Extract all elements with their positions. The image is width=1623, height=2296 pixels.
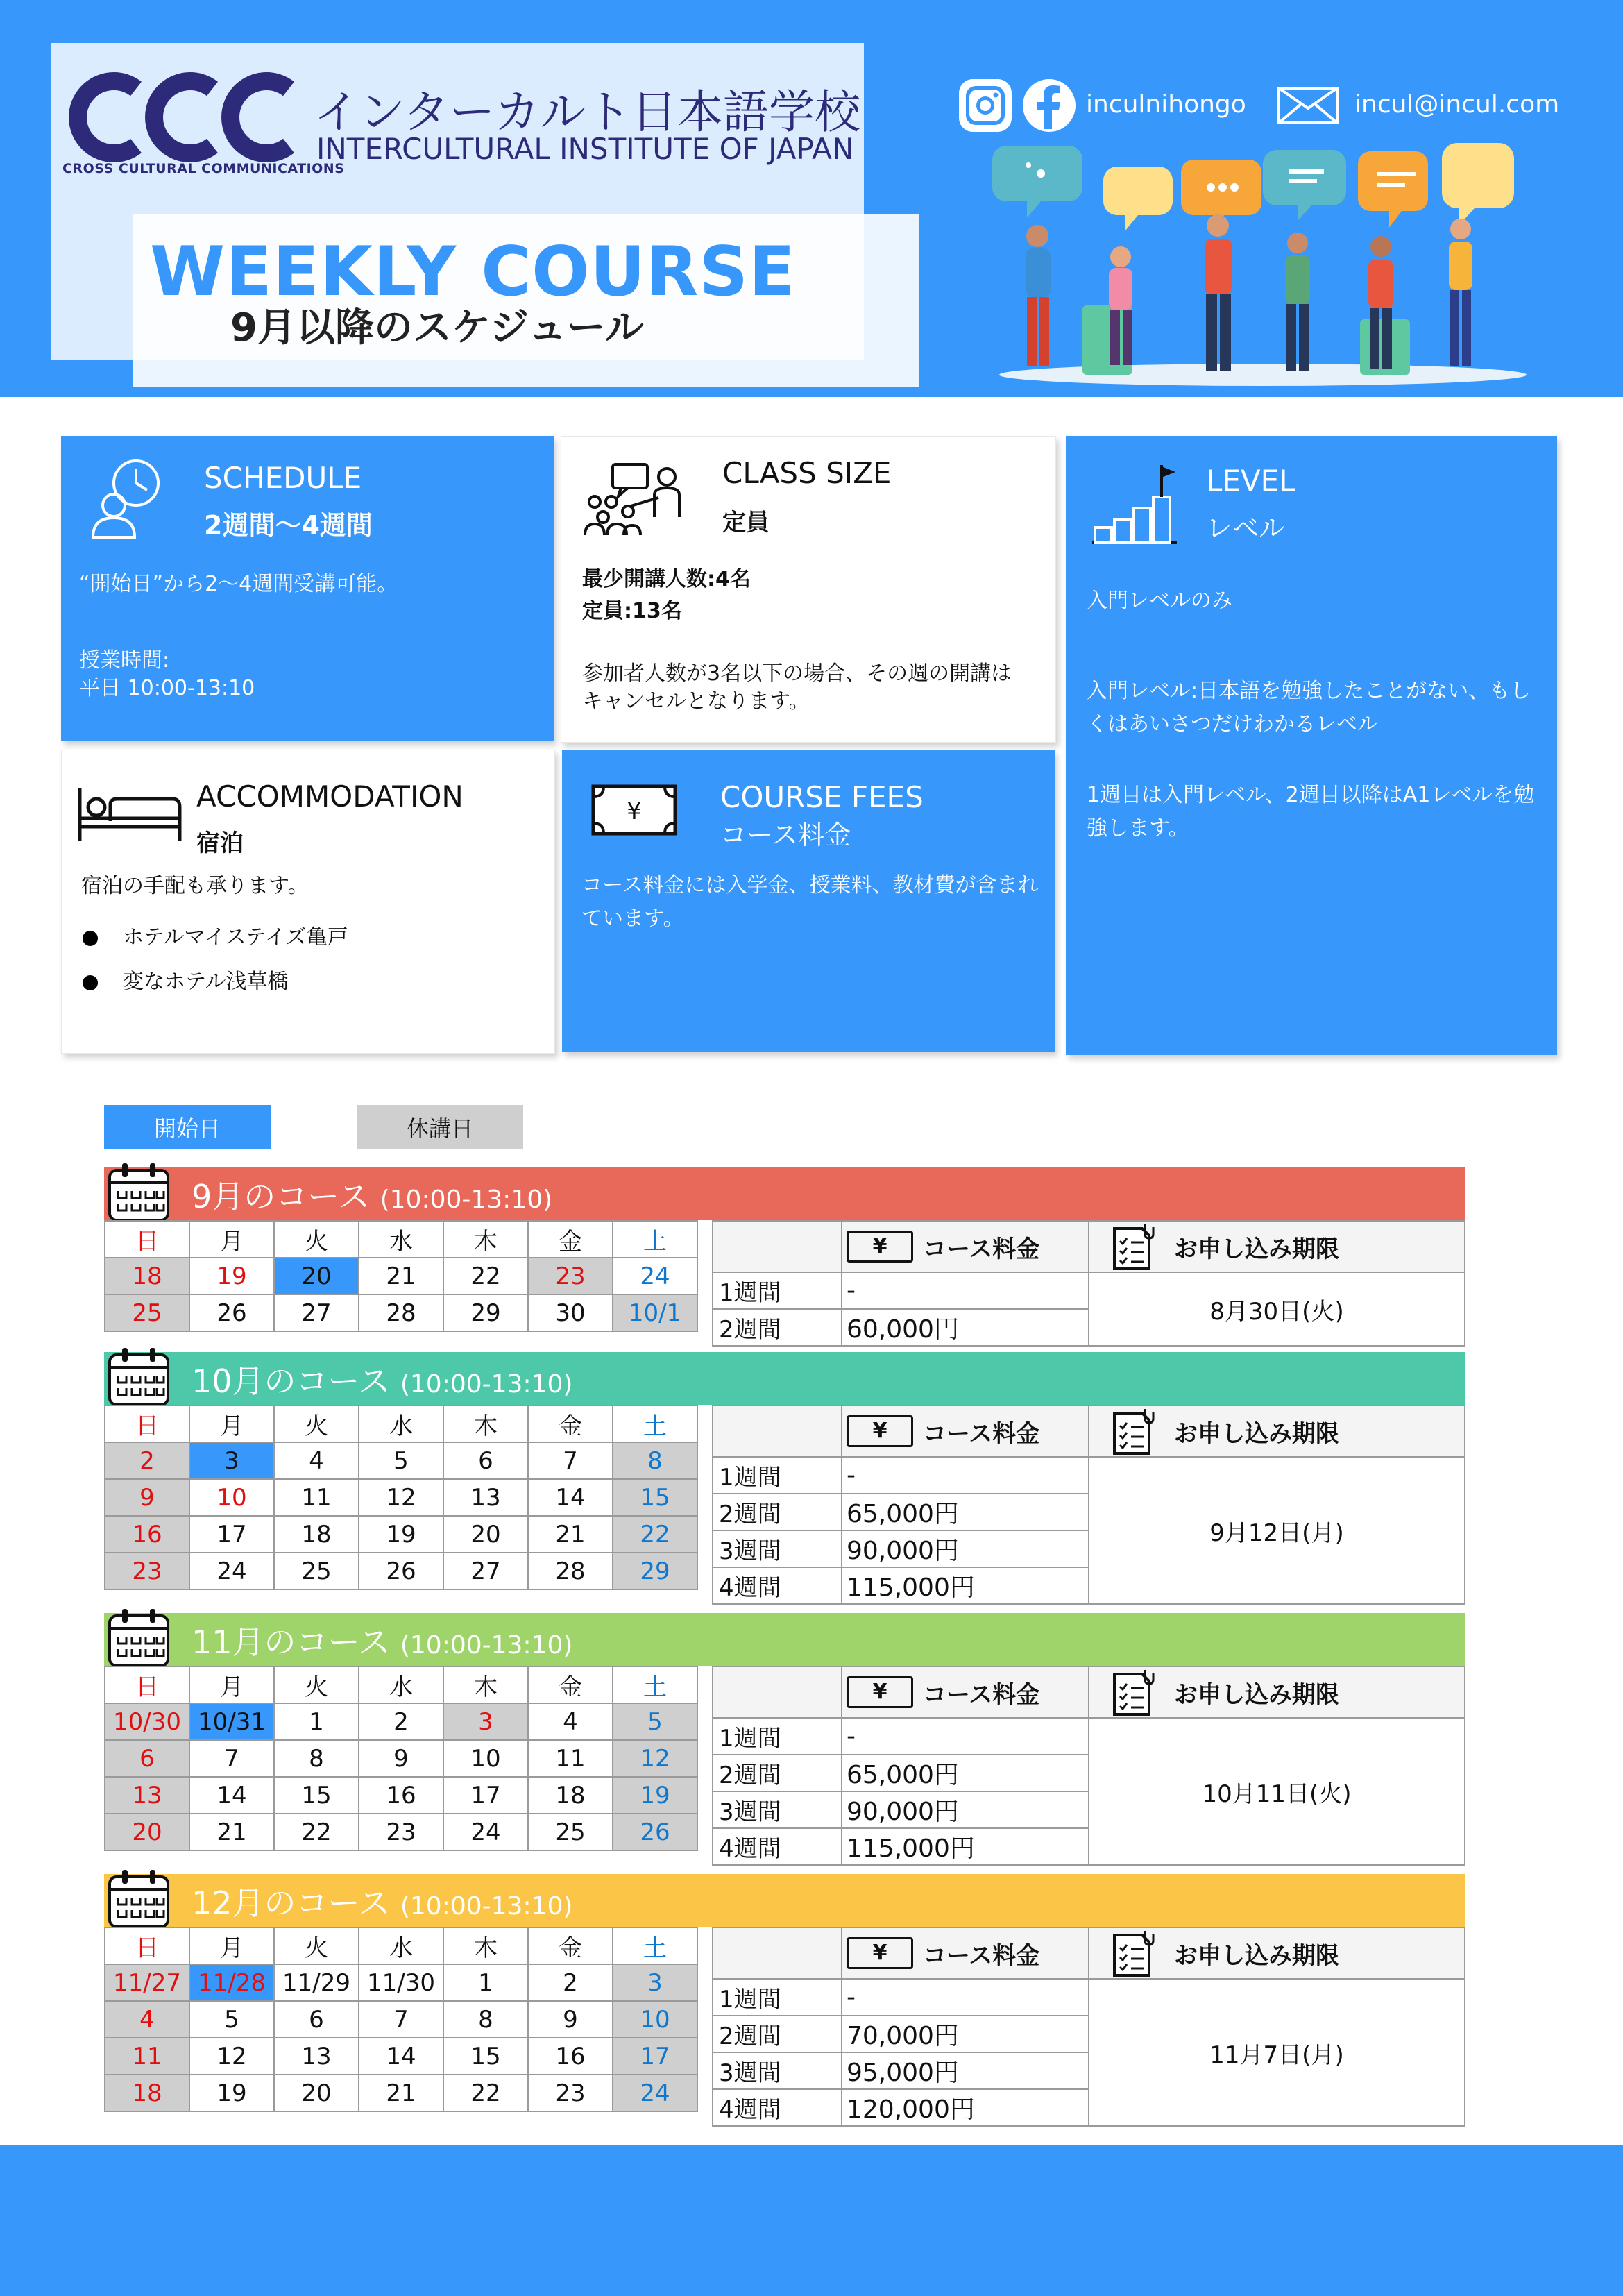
weekday-header: 月 bbox=[189, 1406, 274, 1442]
calendar-day: 23 bbox=[528, 2075, 613, 2111]
weekday-header: 日 bbox=[105, 1666, 189, 1703]
fee-header: ¥ コース料金 bbox=[842, 1927, 1089, 1979]
calendar-table bbox=[104, 1220, 698, 1332]
calendar-day: 24 bbox=[189, 1553, 274, 1589]
fee-duration: 4週間 bbox=[713, 1828, 842, 1865]
fee-table bbox=[712, 1666, 1465, 1866]
calendar-day: 25 bbox=[105, 1294, 189, 1331]
yen-bill-icon: ¥ bbox=[847, 1676, 913, 1708]
accommodation-title: ACCOMMODATION bbox=[196, 779, 464, 813]
calendar-day: 22 bbox=[274, 1814, 359, 1850]
course-fees-box bbox=[562, 750, 1055, 1052]
calendar-day: 7 bbox=[189, 1740, 274, 1777]
fee-amount: 120,000円 bbox=[842, 2089, 1089, 2126]
calendar-day: 26 bbox=[189, 1294, 274, 1331]
schedule-title: SCHEDULE bbox=[204, 461, 362, 495]
calendar-day: 24 bbox=[443, 1814, 528, 1850]
facebook-icon[interactable] bbox=[1020, 76, 1078, 135]
weekday-header: 木 bbox=[443, 1221, 528, 1258]
calendar-day: 11/27 bbox=[105, 1964, 189, 2001]
calendar-day: 29 bbox=[613, 1553, 697, 1589]
weekday-header: 金 bbox=[528, 1927, 613, 1964]
calendar-day: 26 bbox=[359, 1553, 443, 1589]
class-size-note: 参加者人数が3名以下の場合、その週の開講はキャンセルとなります。 bbox=[582, 661, 1012, 714]
fee-amount: 65,000円 bbox=[842, 1755, 1089, 1791]
legend-start-day: 開始日 bbox=[104, 1105, 271, 1149]
course-fees-text: コース料金には入学金、授業料、教材費が含まれています。 bbox=[581, 873, 1039, 931]
calendar-day: 29 bbox=[443, 1294, 528, 1331]
calendar-day: 3 bbox=[443, 1703, 528, 1740]
calendar-day: 5 bbox=[189, 2001, 274, 2038]
calendar-day: 12 bbox=[189, 2038, 274, 2075]
clipboard-checklist-icon bbox=[1109, 1928, 1159, 1978]
calendar-day: 10 bbox=[443, 1740, 528, 1777]
fee-amount: - bbox=[842, 1979, 1089, 2016]
calendar-day: 11 bbox=[105, 2038, 189, 2075]
deadline-header: お申し込み期限 bbox=[1089, 1406, 1465, 1457]
weekday-header: 火 bbox=[274, 1406, 359, 1442]
yen-bill-icon: ¥ bbox=[847, 1231, 913, 1263]
page-subtitle: 9月以降のスケジュール bbox=[230, 305, 644, 351]
weekday-header: 水 bbox=[359, 1406, 443, 1442]
fee-header-empty bbox=[713, 1666, 842, 1718]
instagram-icon[interactable] bbox=[956, 76, 1014, 135]
email-address[interactable]: incul@incul.com bbox=[1354, 90, 1560, 119]
calendar-day: 16 bbox=[359, 1777, 443, 1814]
calendar-day: 13 bbox=[274, 2038, 359, 2075]
calendar-day: 28 bbox=[359, 1294, 443, 1331]
application-deadline: 11月7日(月) bbox=[1089, 1979, 1465, 2126]
calendar-day: 4 bbox=[274, 1442, 359, 1479]
schedule-hours: 平日 10:00-13:10 bbox=[79, 676, 255, 700]
calendar-day: 10/1 bbox=[613, 1294, 697, 1331]
clipboard-checklist-icon bbox=[1109, 1222, 1159, 1272]
class-size-box bbox=[561, 436, 1056, 743]
calendar-day: 23 bbox=[359, 1814, 443, 1850]
calendar-day: 11/30 bbox=[359, 1964, 443, 2001]
calendar-day: 7 bbox=[359, 2001, 443, 2038]
weekday-header: 水 bbox=[359, 1221, 443, 1258]
clock-person-icon bbox=[89, 457, 165, 540]
yen-bill-icon bbox=[591, 784, 677, 836]
calendar-icon bbox=[107, 1345, 171, 1408]
weekday-header: 土 bbox=[613, 1666, 697, 1703]
level-box bbox=[1066, 436, 1557, 1055]
calendar-day: 26 bbox=[613, 1814, 697, 1850]
calendar-day: 17 bbox=[189, 1516, 274, 1553]
schedule-text: “開始日”から2〜4週間受講可能。 bbox=[79, 572, 398, 596]
fee-header-empty bbox=[713, 1221, 842, 1272]
weekday-header: 日 bbox=[105, 1927, 189, 1964]
fee-header: ¥ コース料金 bbox=[842, 1666, 1089, 1718]
fee-amount: 90,000円 bbox=[842, 1530, 1089, 1567]
fee-amount: - bbox=[842, 1718, 1089, 1755]
fee-duration: 3週間 bbox=[713, 1791, 842, 1828]
weekday-header: 日 bbox=[105, 1406, 189, 1442]
fee-table bbox=[712, 1405, 1465, 1605]
accommodation-hotel-item: 変なホテル浅草橋 bbox=[83, 964, 289, 995]
yen-bill-icon: ¥ bbox=[847, 1937, 913, 1969]
calendar-day: 5 bbox=[359, 1442, 443, 1479]
bed-icon bbox=[77, 785, 182, 843]
weekday-header: 金 bbox=[528, 1406, 613, 1442]
calendar-day: 9 bbox=[105, 1479, 189, 1516]
calendar-day: 14 bbox=[189, 1777, 274, 1814]
calendar-day: 10/31 bbox=[189, 1703, 274, 1740]
accommodation-box bbox=[61, 750, 555, 1054]
fee-table bbox=[712, 1220, 1465, 1347]
weekday-header: 月 bbox=[189, 1666, 274, 1703]
application-deadline: 8月30日(火) bbox=[1089, 1272, 1465, 1346]
calendar-day: 21 bbox=[528, 1516, 613, 1553]
fee-duration: 2週間 bbox=[713, 1494, 842, 1530]
calendar-day: 21 bbox=[359, 1258, 443, 1294]
instagram-handle[interactable]: inculnihongo bbox=[1086, 90, 1246, 119]
school-name-ja: インターカルト日本語学校 bbox=[314, 85, 861, 139]
fee-duration: 2週間 bbox=[713, 1755, 842, 1791]
course-fees-title: COURSE FEES bbox=[720, 780, 924, 814]
fee-duration: 1週間 bbox=[713, 1718, 842, 1755]
weekday-header: 火 bbox=[274, 1666, 359, 1703]
clipboard-checklist-icon bbox=[1109, 1667, 1159, 1717]
calendar-day: 2 bbox=[105, 1442, 189, 1479]
calendar-day: 1 bbox=[443, 1964, 528, 2001]
calendar-day: 1 bbox=[274, 1703, 359, 1740]
calendar-day: 19 bbox=[189, 2075, 274, 2111]
course-title: 9月のコース (10:00-13:10) bbox=[192, 1178, 553, 1215]
level-subtitle: レベル bbox=[1206, 513, 1286, 543]
course-title-bar bbox=[104, 1874, 1465, 1927]
calendar-table bbox=[104, 1666, 698, 1851]
calendar-icon bbox=[107, 1160, 171, 1223]
school-name-en: INTERCULTURAL INSTITUTE OF JAPAN bbox=[316, 132, 854, 166]
calendar-day: 20 bbox=[443, 1516, 528, 1553]
calendar-day: 19 bbox=[189, 1258, 274, 1294]
calendar-day: 17 bbox=[443, 1777, 528, 1814]
accommodation-text: 宿泊の手配も承ります。 bbox=[81, 874, 309, 898]
calendar-day: 4 bbox=[528, 1703, 613, 1740]
fee-amount: - bbox=[842, 1272, 1089, 1309]
fee-amount: - bbox=[842, 1457, 1089, 1494]
fee-duration: 4週間 bbox=[713, 2089, 842, 2126]
calendar-day: 9 bbox=[359, 1740, 443, 1777]
calendar-day: 20 bbox=[105, 1814, 189, 1850]
calendar-day: 10 bbox=[613, 2001, 697, 2038]
svg-text:¥: ¥ bbox=[627, 797, 642, 825]
calendar-day: 23 bbox=[528, 1258, 613, 1294]
weekday-header: 金 bbox=[528, 1221, 613, 1258]
fee-duration: 1週間 bbox=[713, 1272, 842, 1309]
fee-duration: 1週間 bbox=[713, 1979, 842, 2016]
logo-subtitle: CROSS CULTURAL COMMUNICATIONS bbox=[62, 161, 345, 176]
calendar-day: 15 bbox=[613, 1479, 697, 1516]
weekday-header: 土 bbox=[613, 1927, 697, 1964]
weekday-header: 金 bbox=[528, 1666, 613, 1703]
level-plan: 1週目は入門レベル、2週目以降はA1レベルを勉強します。 bbox=[1087, 783, 1535, 841]
fee-amount: 115,000円 bbox=[842, 1567, 1089, 1604]
calendar-day: 19 bbox=[359, 1516, 443, 1553]
fee-amount: 115,000円 bbox=[842, 1828, 1089, 1865]
fee-header-empty bbox=[713, 1406, 842, 1457]
calendar-day: 22 bbox=[443, 1258, 528, 1294]
course-title: 11月のコース (10:00-13:10) bbox=[192, 1623, 573, 1661]
course-title: 12月のコース (10:00-13:10) bbox=[192, 1884, 573, 1922]
deadline-header: お申し込み期限 bbox=[1089, 1221, 1465, 1272]
fee-amount: 60,000円 bbox=[842, 1309, 1089, 1346]
calendar-icon bbox=[107, 1867, 171, 1930]
calendar-table bbox=[104, 1927, 698, 2112]
calendar-day: 21 bbox=[189, 1814, 274, 1850]
accommodation-hotel-item: ホテルマイステイズ亀戸 bbox=[83, 920, 348, 950]
calendar-table bbox=[104, 1405, 698, 1590]
fee-amount: 90,000円 bbox=[842, 1791, 1089, 1828]
calendar-day: 5 bbox=[613, 1703, 697, 1740]
page-title: WEEKLY COURSE bbox=[150, 233, 796, 312]
deadline-header: お申し込み期限 bbox=[1089, 1666, 1465, 1718]
class-meeting-icon bbox=[582, 462, 686, 538]
calendar-day: 16 bbox=[528, 2038, 613, 2075]
calendar-day: 6 bbox=[443, 1442, 528, 1479]
level-title: LEVEL bbox=[1206, 464, 1295, 498]
calendar-day: 19 bbox=[613, 1777, 697, 1814]
application-deadline: 10月11日(火) bbox=[1089, 1718, 1465, 1865]
calendar-day: 17 bbox=[613, 2038, 697, 2075]
level-stairs-icon bbox=[1089, 462, 1180, 546]
calendar-day: 2 bbox=[528, 1964, 613, 2001]
calendar-day: 23 bbox=[105, 1553, 189, 1589]
calendar-day: 12 bbox=[613, 1740, 697, 1777]
fee-duration: 1週間 bbox=[713, 1457, 842, 1494]
class-size-subtitle: 定員 bbox=[722, 509, 770, 537]
calendar-day: 24 bbox=[613, 2075, 697, 2111]
calendar-icon bbox=[107, 1606, 171, 1669]
calendar-day: 11/28 bbox=[189, 1964, 274, 2001]
calendar-day: 27 bbox=[443, 1553, 528, 1589]
fee-header: ¥ コース料金 bbox=[842, 1406, 1089, 1457]
calendar-day: 18 bbox=[528, 1777, 613, 1814]
fee-header: ¥ コース料金 bbox=[842, 1221, 1089, 1272]
calendar-day: 21 bbox=[359, 2075, 443, 2111]
fee-duration: 2週間 bbox=[713, 1309, 842, 1346]
class-size-max: 定員:13名 bbox=[582, 599, 682, 623]
course-title-bar bbox=[104, 1167, 1465, 1220]
calendar-day: 15 bbox=[274, 1777, 359, 1814]
calendar-day: 8 bbox=[274, 1740, 359, 1777]
calendar-day: 18 bbox=[105, 2075, 189, 2111]
footer-bar bbox=[0, 2145, 1623, 2296]
weekday-header: 土 bbox=[613, 1406, 697, 1442]
calendar-day: 25 bbox=[528, 1814, 613, 1850]
weekday-header: 木 bbox=[443, 1927, 528, 1964]
calendar-day: 18 bbox=[274, 1516, 359, 1553]
course-title: 10月のコース (10:00-13:10) bbox=[192, 1362, 573, 1400]
course-title-bar bbox=[104, 1613, 1465, 1666]
legend-holiday: 休講日 bbox=[357, 1105, 523, 1149]
calendar-day: 30 bbox=[528, 1294, 613, 1331]
class-size-title: CLASS SIZE bbox=[722, 456, 892, 490]
calendar-day: 8 bbox=[613, 1442, 697, 1479]
calendar-day: 25 bbox=[274, 1553, 359, 1589]
weekday-header: 木 bbox=[443, 1666, 528, 1703]
fee-duration: 2週間 bbox=[713, 2016, 842, 2052]
calendar-day: 16 bbox=[105, 1516, 189, 1553]
class-size-min: 最少開講人数:4名 bbox=[582, 567, 751, 591]
fee-duration: 4週間 bbox=[713, 1567, 842, 1604]
course-title-bar bbox=[104, 1352, 1465, 1405]
calendar-day: 13 bbox=[443, 1479, 528, 1516]
calendar-day: 20 bbox=[274, 1258, 359, 1294]
calendar-day: 28 bbox=[528, 1553, 613, 1589]
fee-amount: 65,000円 bbox=[842, 1494, 1089, 1530]
calendar-day: 11/29 bbox=[274, 1964, 359, 2001]
calendar-day: 27 bbox=[274, 1294, 359, 1331]
fee-amount: 95,000円 bbox=[842, 2052, 1089, 2089]
deadline-header: お申し込み期限 bbox=[1089, 1927, 1465, 1979]
calendar-day: 11 bbox=[274, 1479, 359, 1516]
calendar-day: 10 bbox=[189, 1479, 274, 1516]
weekday-header: 土 bbox=[613, 1221, 697, 1258]
calendar-day: 12 bbox=[359, 1479, 443, 1516]
calendar-day: 9 bbox=[528, 2001, 613, 2038]
calendar-day: 24 bbox=[613, 1258, 697, 1294]
weekday-header: 月 bbox=[189, 1927, 274, 1964]
application-deadline: 9月12日(月) bbox=[1089, 1457, 1465, 1604]
weekday-header: 水 bbox=[359, 1666, 443, 1703]
calendar-day: 2 bbox=[359, 1703, 443, 1740]
fee-duration: 3週間 bbox=[713, 2052, 842, 2089]
calendar-day: 15 bbox=[443, 2038, 528, 2075]
fee-duration: 3週間 bbox=[713, 1530, 842, 1567]
weekday-header: 木 bbox=[443, 1406, 528, 1442]
schedule-box bbox=[61, 436, 554, 741]
calendar-day: 11 bbox=[528, 1740, 613, 1777]
clipboard-checklist-icon bbox=[1109, 1406, 1159, 1456]
calendar-day: 6 bbox=[274, 2001, 359, 2038]
calendar-day: 13 bbox=[105, 1777, 189, 1814]
schedule-subtitle: 2週間〜4週間 bbox=[204, 510, 373, 541]
yen-bill-icon: ¥ bbox=[847, 1415, 913, 1447]
weekday-header: 水 bbox=[359, 1927, 443, 1964]
course-fees-subtitle: コース料金 bbox=[720, 820, 851, 850]
mail-icon[interactable] bbox=[1277, 86, 1339, 125]
weekday-header: 火 bbox=[274, 1221, 359, 1258]
weekday-header: 火 bbox=[274, 1927, 359, 1964]
weekday-header: 月 bbox=[189, 1221, 274, 1258]
level-only: 入門レベルのみ bbox=[1087, 589, 1232, 613]
calendar-day: 20 bbox=[274, 2075, 359, 2111]
calendar-day: 18 bbox=[105, 1258, 189, 1294]
calendar-day: 3 bbox=[189, 1442, 274, 1479]
people-illustration bbox=[971, 139, 1527, 389]
calendar-day: 7 bbox=[528, 1442, 613, 1479]
calendar-day: 14 bbox=[528, 1479, 613, 1516]
calendar-day: 4 bbox=[105, 2001, 189, 2038]
fee-amount: 70,000円 bbox=[842, 2016, 1089, 2052]
calendar-day: 6 bbox=[105, 1740, 189, 1777]
fee-header-empty bbox=[713, 1927, 842, 1979]
level-desc: 入門レベル:日本語を勉強したことがない、もしくはあいさつだけわかるレベル bbox=[1087, 679, 1531, 736]
calendar-day: 22 bbox=[443, 2075, 528, 2111]
calendar-day: 14 bbox=[359, 2038, 443, 2075]
ccc-logo-icon bbox=[61, 68, 297, 167]
weekday-header: 日 bbox=[105, 1221, 189, 1258]
calendar-day: 10/30 bbox=[105, 1703, 189, 1740]
fee-table bbox=[712, 1927, 1465, 2127]
accommodation-subtitle: 宿泊 bbox=[196, 829, 244, 857]
calendar-day: 3 bbox=[613, 1964, 697, 2001]
calendar-day: 22 bbox=[613, 1516, 697, 1553]
calendar-day: 8 bbox=[443, 2001, 528, 2038]
schedule-hours-label: 授業時間: bbox=[79, 648, 170, 673]
